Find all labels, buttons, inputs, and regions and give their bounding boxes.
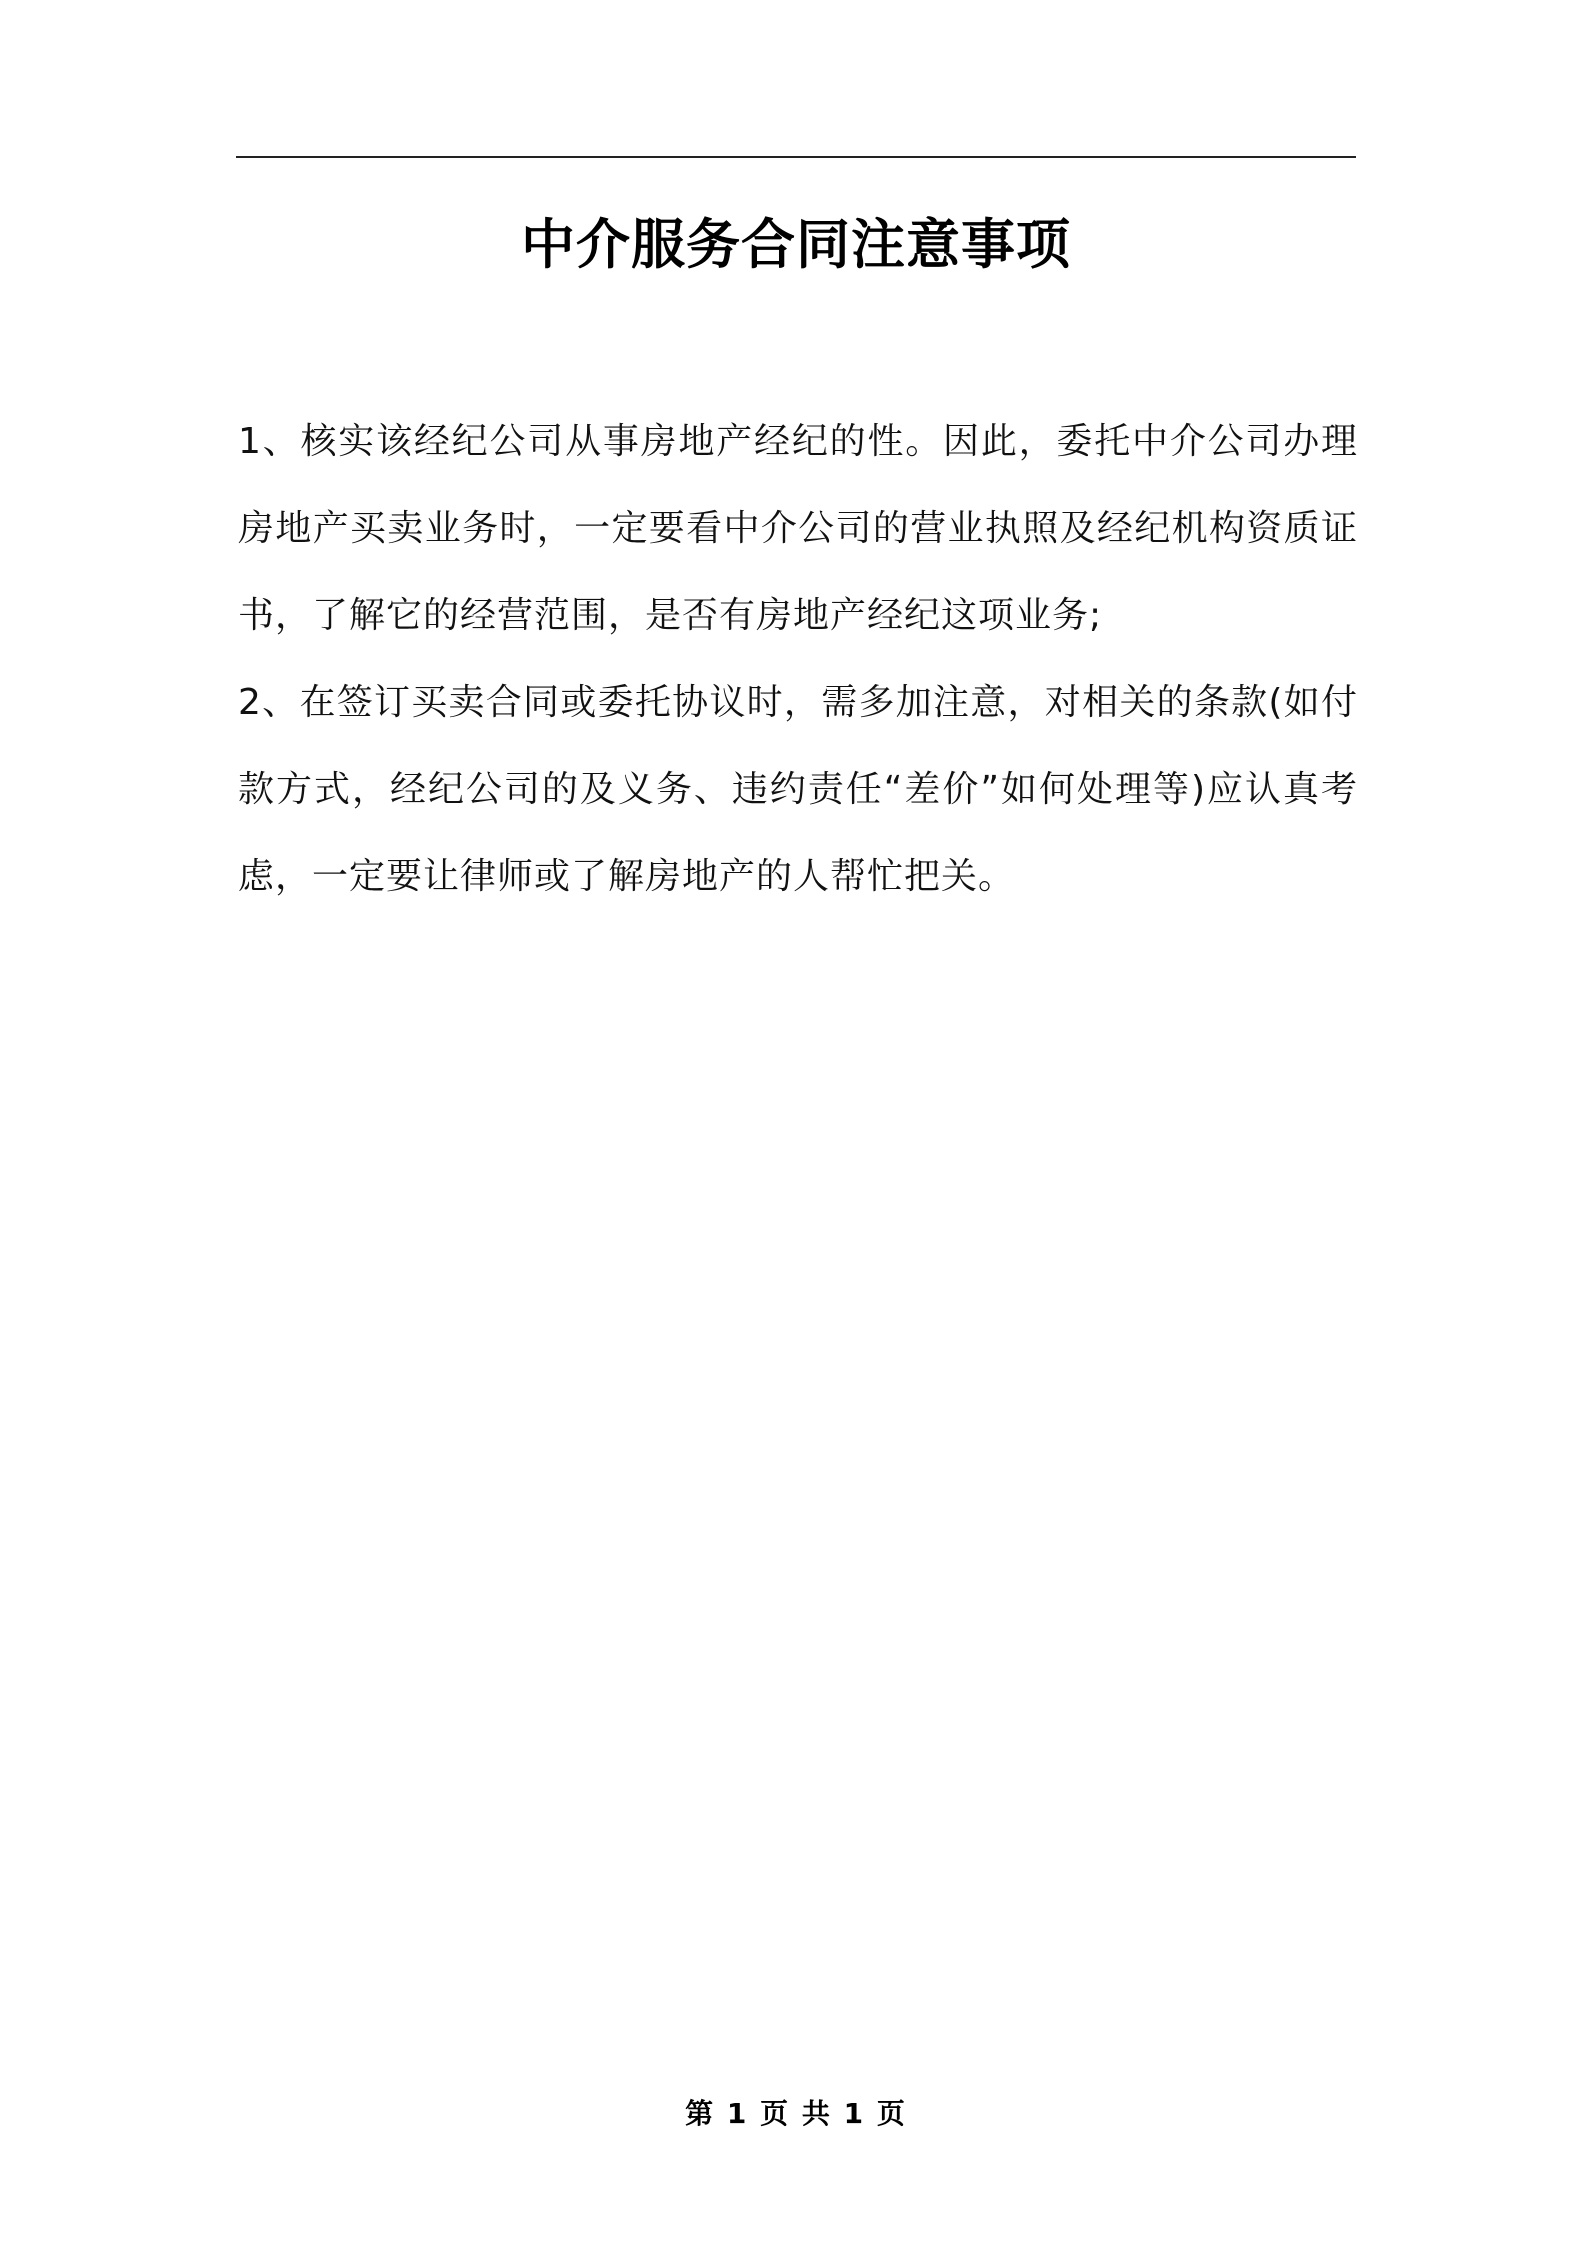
paragraph-item-2: 2、在签订买卖合同或委托协议时，需多加注意，对相关的条款(如付款方式，经纪公司的及义务、违约责任“差价”如何处理等)应认真考虑，一定要让律师或了解房地产的人帮忙把关。: [238, 682, 1358, 897]
paragraph-item-1: 1、核实该经纪公司从事房地产经纪的性。因此，委托中介公司办理房地产买卖业务时，一定要看中介公司的营业执照及经纪机构资质证书，了解它的经营范围，是否有房地产经纪这项业务;: [238, 421, 1358, 636]
page-number-footer: 第 1 页 共 1 页: [685, 2097, 907, 2130]
document-title: 中介服务合同注意事项: [521, 213, 1071, 276]
document-body: [238, 398, 1358, 920]
header-divider: [236, 156, 1356, 158]
